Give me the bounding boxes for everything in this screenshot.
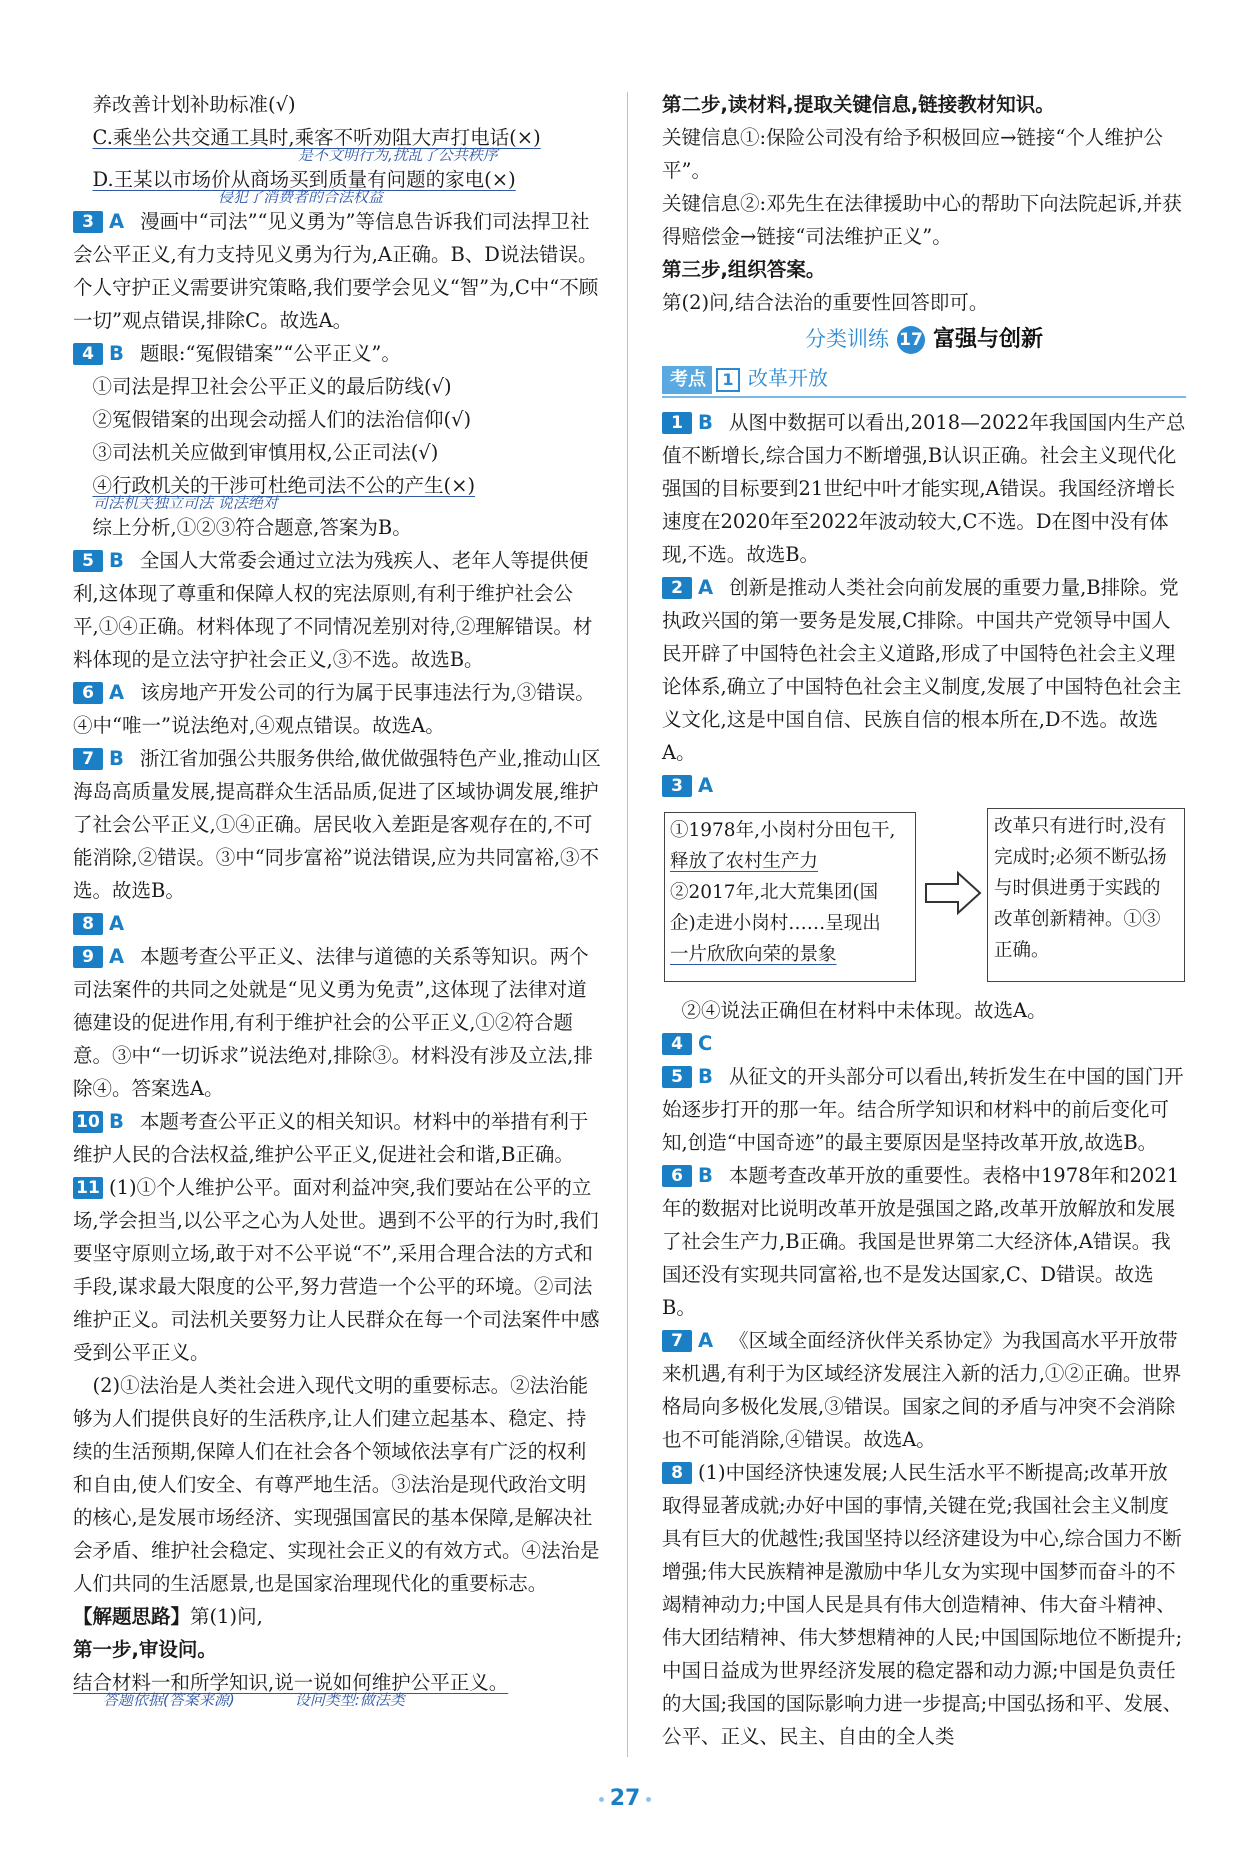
section-title: 分类训练 17 富强与创新: [804, 327, 1043, 352]
column-divider: [627, 92, 628, 1757]
answer-item: 4 C: [662, 1027, 1186, 1060]
right-arrow-icon: [924, 870, 982, 916]
analysis-diagram: [662, 808, 1186, 990]
item4-line: ①司法是捍卫社会公平正义的最后防线(√): [92, 375, 452, 398]
answer-item: 3 A 漫画中“司法”“见义勇为”等信息告诉我们司法捍卫社会公平正义,有力支持见义勇为行为,A正确。B、D说法错误。个人守护正义需要讲究策略,我们要学会见义“智”为,C中“不顾一切”观点错误,排除C。故选A。: [73, 210, 599, 332]
answer-item: 5 B 全国人大常委会通过立法为残疾人、老年人等提供便利,这体现了尊重和保障人权的宪法原则,有利于维护社会公平,①④正确。材料体现了不同情况差别对待,②理解错误。材料体现的是立法守护社会正义,③不选。故选B。: [73, 549, 593, 671]
answer-item: 8 (1)中国经济快速发展;人民生活水平不断提高;改革开放取得显著成就;办好中国的事情,关键在党;我国社会主义制度具有巨大的优越性;我国坚持以经济建设为中心,综合国力不断增强;伟大民族精神是激励中华儿女为实现中国梦而奋斗的不竭精神动力;中国人民是具有伟大创造精神、伟大奋斗精神、伟大团结精神、伟大梦想精神的人民;中国国际地位不断提升;中国日益成为世界经济发展的稳定器和动力源;中国是负责任的大国;我国的国际影响力进一步提高;中国弘扬和平、发展、公平、正义、民主、自由的全人类: [662, 1461, 1183, 1748]
step3-text: 第(2)问,结合法治的重要性回答即可。: [662, 291, 989, 314]
answer-item: 7 B 浙江省加强公共服务供给,做优做强特色产业,推动山区海岛高质量发展,提高群众生活品质,促进了区域协调发展,维护了社会公平正义,①④正确。居民收入差距是客观存在的,不可能消除,②错误。③中“同步富裕”说法错误,应为共同富裕,③不选。故选B。: [73, 747, 601, 902]
intro-line: 养改善计划补助标准(√): [92, 93, 296, 116]
page-number: 27: [0, 1786, 1250, 1811]
diagram-right-box: 改革只有进行时,没有完成时;必须不断弘扬与时俱进勇于实践的改革创新精神。①③正确。: [987, 808, 1185, 982]
intro-line-c: C.乘坐公共交通工具时,乘客不听劝阻大声打电话(×): [92, 126, 541, 149]
handwritten-note: 答题依据(答案来源) 设问类型:做法类: [103, 1691, 405, 1709]
left-column: [73, 88, 601, 1708]
answer-item: 6 B 本题考查改革开放的重要性。表格中1978年和2021年的数据对比说明改革开放是强国之路,改革开放解放和发展了社会生产力,B正确。我国是世界第二大经济体,A错误。我国还没有实现共同富裕,也不是发达国家,C、D错误。故选B。: [662, 1164, 1180, 1319]
item4-end: 综上分析,①②③符合题意,答案为B。: [92, 516, 412, 539]
answer-item: 6 A 该房地产开发公司的行为属于民事违法行为,③错误。④中“唯一”说法绝对,④观点错误。故选A。: [73, 681, 595, 737]
item3-end: ②④说法正确但在材料中未体现。故选A。: [681, 999, 1047, 1022]
step-heading: 第三步,组织答案。: [662, 258, 826, 281]
step-heading: 第二步,读材料,提取关键信息,链接教材知识。: [662, 93, 1055, 116]
item4-line: ④行政机关的干涉可杜绝司法不公的产生(×): [92, 474, 476, 497]
right-column: [662, 88, 1186, 1753]
answer-item: 5 B 从征文的开头部分可以看出,转折发生在中国的国门开始逐步打开的那一年。结合所学知识和材料中的前后变化可知,创造“中国奇迹”的最主要原因是坚持改革开放,故选B。: [662, 1065, 1184, 1154]
topic-header: 考点 1 改革开放: [662, 362, 1186, 398]
answer-item: 4 B 题眼:“冤假错案”“公平正义”。: [73, 337, 601, 370]
handwritten-note: 是不文明行为,扰乱了公共秩序: [298, 146, 498, 164]
diagram-left-box: ①1978年,小岗村分田包干, 释放了农村生产力 ②2017年,北大荒集团(国 企)走进小岗村……呈现出 一片欣欣向荣的景象: [664, 812, 916, 982]
handwritten-note: 侵犯了消费者的合法权益: [218, 188, 384, 206]
answer-item: 8 A: [73, 907, 601, 940]
step-heading: 第一步,审设问。: [73, 1638, 217, 1661]
answer-item: 2 A 创新是推动人类社会向前发展的重要力量,B排除。党执政兴国的第一要务是发展,C排除。中国共产党领导中国人民开辟了中国特色社会主义道路,形成了中国特色社会主义理论体系,确立了中国特色社会主义制度,发展了中国特色社会主义文化,这是中国自信、民族自信的根本所在,D不选。故选A。: [662, 576, 1182, 764]
answer-item: 7 A 《区域全面经济伙伴关系协定》为我国高水平开放带来机遇,有利于为区域经济发展注入新的活力,①②正确。世界格局向多极化发展,③错误。国家之间的矛盾与冲突不会消除也不可能消除,④错误。故选A。: [662, 1329, 1182, 1451]
key-info: 关键信息②:邓先生在法律援助中心的帮助下向法院起诉,并获得赔偿金→链接“司法维护正义”。: [662, 192, 1182, 248]
answer-item: 3 A: [662, 769, 1186, 802]
intro-line-d: D.王某以市场价从商场买到质量有问题的家电(×): [92, 168, 516, 191]
answer-item: 9 A 本题考查公平正义、法律与道德的关系等知识。两个司法案件的共同之处就是“见义勇为免责”,这体现了法律对道德建设的促进作用,有利于维护社会的公平正义,①②符合题意。③中“一切诉求”说法绝对,排除③。材料没有涉及立法,排除④。答案选A。: [73, 945, 593, 1100]
answer-item: 1 B 从图中数据可以看出,2018—2022年我国国内生产总值不断增长,综合国力不断增强,B认识正确。社会主义现代化强国的目标要到21世纪中叶才能实现,A错误。我国经济增长速度在2020年至2022年波动较大,C不选。D在图中没有体现,不选。故选B。: [662, 411, 1186, 566]
answer-item: 10 B 本题考查公平正义的相关知识。材料中的举措有利于维护人民的合法权益,维护公平正义,促进社会和谐,B正确。: [73, 1110, 589, 1166]
item4-line: ③司法机关应做到审慎用权,公正司法(√): [92, 441, 439, 464]
step1-text: 结合材料一和所学知识,说一说如何维护公平正义。: [73, 1671, 509, 1694]
item4-line: ②冤假错案的出现会动摇人们的法治信仰(√): [92, 408, 472, 431]
key-info: 关键信息①:保险公司没有给予积极回应→链接“个人维护公平”。: [662, 126, 1163, 182]
handwritten-note: 司法机关独立司法 说法绝对: [93, 494, 278, 512]
jieti-line: 【解题思路】第(1)问,: [73, 1605, 263, 1628]
answer-item: 11 (1)①个人维护公平。面对利益冲突,我们要站在公平的立场,学会担当,以公平之心为人处世。遇到不公平的行为时,我们要坚守原则立场,敢于对不公平说“不”,采用合理合法的方式和手段,谋求最大限度的公平,努力营造一个公平的环境。②司法维护正义。司法机关要努力让人民群众在每一个司法案件中感受到公平正义。: [73, 1176, 600, 1364]
item11-part2: (2)①法治是人类社会进入现代文明的重要标志。②法治能够为人们提供良好的生活秩序,让人们建立起基本、稳定、持续的生活预期,保障人们在社会各个领域依法享有广泛的权利和自由,使人们安全、有尊严地生活。③法治是现代政治文明的核心,是发展市场经济、实现强国富民的基本保障,是解决社会矛盾、维护社会稳定、实现社会正义的有效方式。④法治是人们共同的生活愿景,也是国家治理现代化的重要标志。: [73, 1374, 600, 1595]
